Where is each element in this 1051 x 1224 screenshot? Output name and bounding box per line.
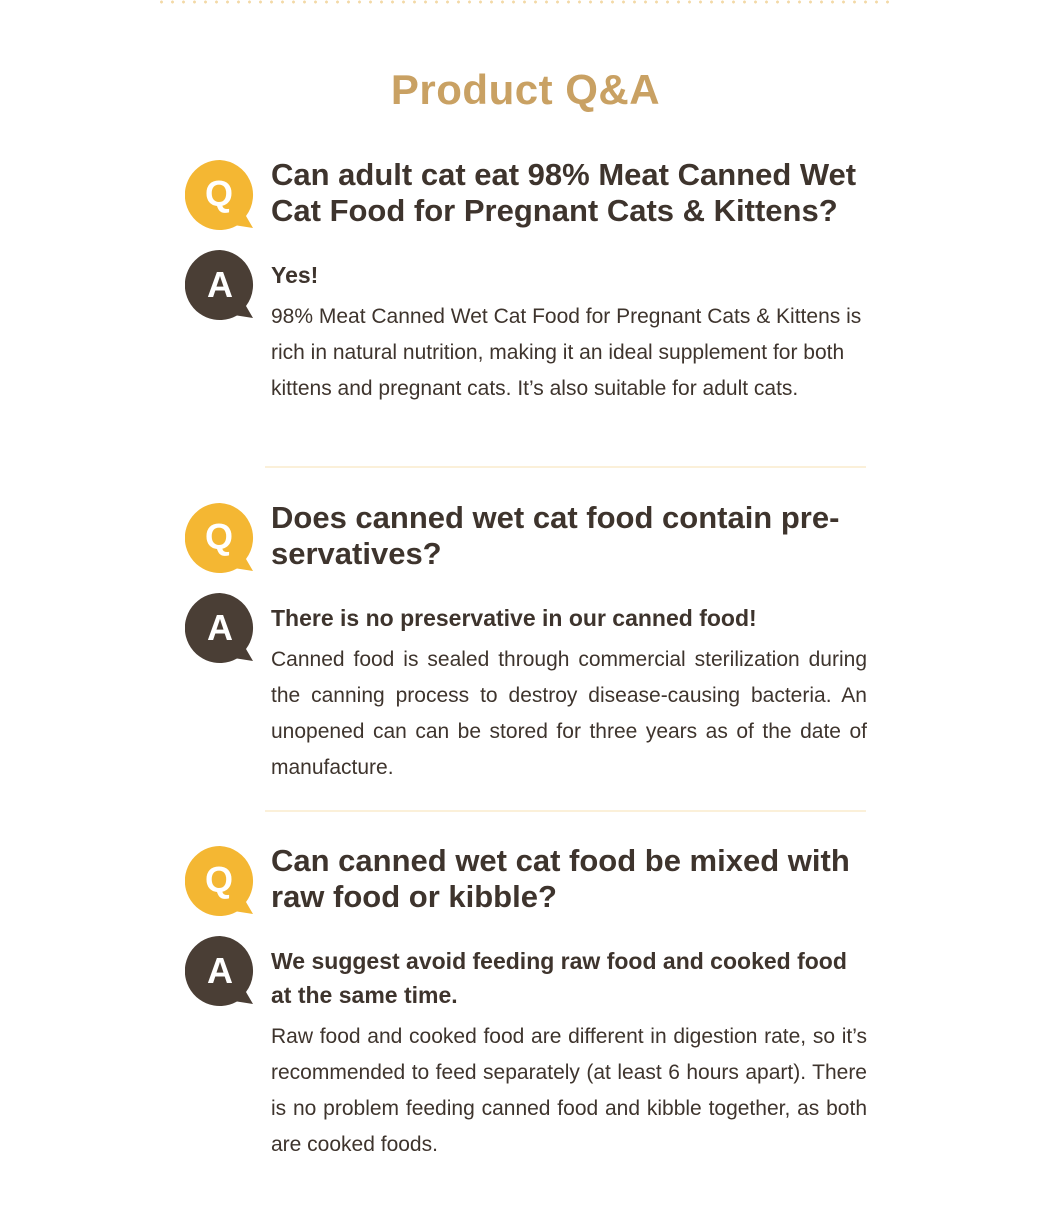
question-badge-icon (185, 160, 255, 230)
question-badge-icon (185, 846, 255, 916)
answer-badge-icon (185, 593, 255, 663)
question-badge-icon (185, 503, 255, 573)
answer-badge-icon (185, 250, 255, 320)
question-text: Can adult cat eat 98% Meat Canned Wet Cat Food for Pregnant Cats & Kittens? (271, 157, 857, 228)
svg-text:Q: Q (204, 859, 234, 900)
svg-text:A: A (207, 607, 233, 648)
svg-text:A: A (207, 264, 233, 305)
divider (265, 810, 866, 812)
svg-text:Q: Q (204, 173, 234, 214)
top-dotted-border (156, 0, 896, 4)
answer-title: We suggest avoid feeding raw food and cooked food at the same time. (271, 948, 847, 1008)
question-text: Does canned wet cat food contain pre-servatives? (271, 500, 840, 571)
answer-body: Canned food is sealed through commercial sterilization during the canning process to destroy disease-causing bacteria. An unopened can can be stored for three years as of the date of manufacture. (271, 648, 867, 779)
answer-body: 98% Meat Canned Wet Cat Food for Pregnant Cats & Kittens is rich in natural nutrition, making it an ideal supplement for both kittens and pregnant cats. It’s also suitable for adult cats. (271, 305, 862, 400)
divider (265, 466, 866, 468)
question-text: Can canned wet cat food be mixed with raw food or kibble? (271, 843, 850, 914)
svg-text:A: A (207, 950, 233, 991)
answer-title: There is no preservative in our canned food! (271, 605, 757, 631)
svg-text:Q: Q (204, 516, 234, 557)
page-title: Product Q&A (390, 66, 661, 113)
answer-body: Raw food and cooked food are different in digestion rate, so it’s recommended to feed separately (at least 6 hours apart). There is no problem feeding canned food and kibble together, as both are cooked foods. (271, 1025, 867, 1156)
answer-title: Yes! (271, 262, 319, 288)
answer-badge-icon (185, 936, 255, 1006)
